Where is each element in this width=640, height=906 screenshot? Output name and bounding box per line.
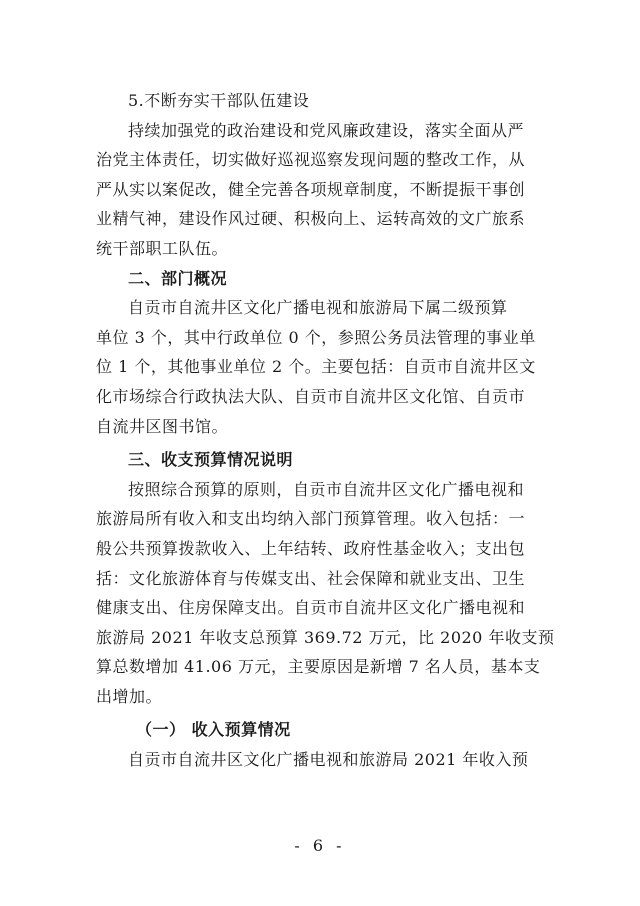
paragraph-line: 算总数增加 41.06 万元，主要原因是新增 7 名人员，基本支: [96, 657, 541, 677]
paragraph-line: 化市场综合行政执法大队、自贡市自流井区文化馆、自贡市: [96, 386, 526, 406]
section2-heading: 二、部门概况: [128, 268, 228, 288]
paragraph-line: 治党主体责任，切实做好巡视巡察发现问题的整改工作，从: [96, 150, 526, 170]
paragraph-line: 旅游局 2021 年收支总预算 369.72 万元，比 2020 年收支预: [96, 627, 555, 647]
paragraph-line: 自流井区图书馆。: [96, 416, 229, 436]
section5-title: 5.不断夯实干部队伍建设: [128, 91, 310, 110]
paragraph-line: 自贡市自流井区文化广播电视和旅游局下属二级预算: [128, 298, 508, 318]
paragraph-line: 健康支出、住房保障支出。自贡市自流井区文化广播电视和: [96, 598, 526, 618]
paragraph-line: 严从实以案促改，健全完善各项规章制度，不断提振干事创: [96, 179, 526, 199]
section3-heading: 三、收支预算情况说明: [128, 450, 294, 470]
page-number: - 6 -: [294, 836, 346, 855]
paragraph-line: 单位 3 个，其中行政单位 0 个，参照公务员法管理的事业单: [96, 327, 536, 347]
paragraph-line: 般公共预算拨款收入、上年结转、政府性基金收入；支出包: [96, 538, 526, 558]
paragraph-line: 自贡市自流井区文化广播电视和旅游局 2021 年收入预: [128, 750, 529, 770]
paragraph-line: 括：文化旅游体育与传媒支出、社会保障和就业支出、卫生: [96, 568, 526, 588]
paragraph-line: 按照综合预算的原则，自贡市自流井区文化广播电视和: [128, 479, 525, 499]
paragraph-line: 旅游局所有收入和支出均纳入部门预算管理。收入包括：一: [96, 509, 526, 529]
paragraph-line: 持续加强党的政治建设和党风廉政建设，落实全面从严: [128, 120, 525, 140]
subsection-income-heading: （一） 收入预算情况: [136, 720, 291, 740]
paragraph-line: 位 1 个，其他事业单位 2 个。主要包括：自贡市自流井区文: [96, 357, 536, 377]
document-body: [96, 86, 555, 775]
paragraph-line: 业精气神，建设作风过硬、积极向上、运转高效的文广旅系: [96, 209, 526, 229]
paragraph-line: 统干部职工队伍。: [96, 238, 229, 258]
paragraph-line: 出增加。: [96, 686, 163, 706]
